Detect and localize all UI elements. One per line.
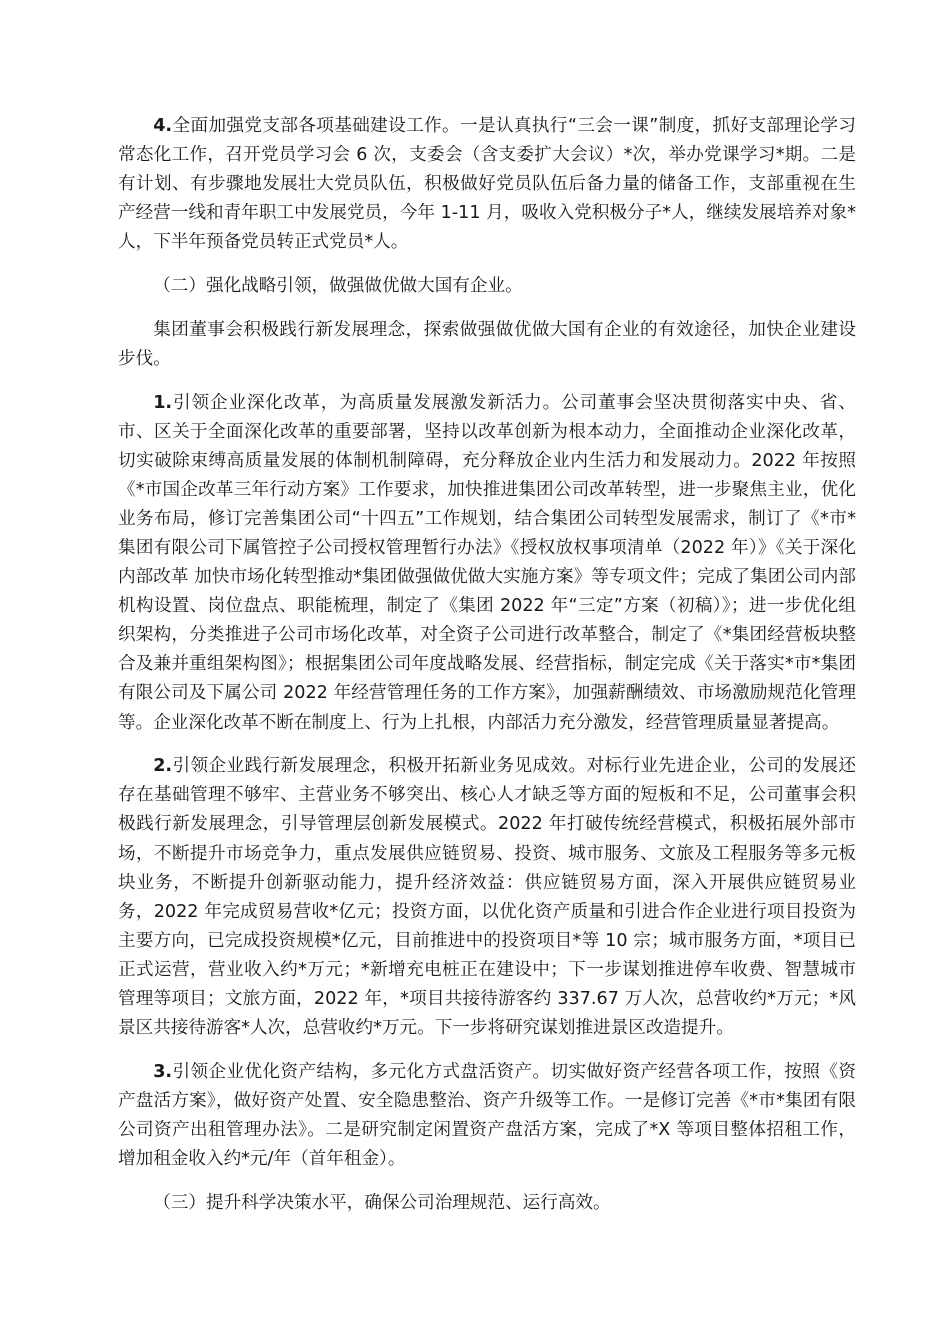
item-number: 2. [153, 756, 173, 777]
heading-text: （二）强化战略引领，做强做优做大国有企业。 [153, 276, 523, 297]
document-body [118, 112, 856, 1232]
section-heading-2 [118, 272, 856, 301]
paragraph-text: 集团董事会积极践行新发展理念，探索做强做优做大国有企业的有效途径，加快企业建设步伐。 [118, 319, 856, 369]
paragraph-item-3 [118, 1058, 856, 1174]
paragraph-intro [118, 316, 856, 374]
paragraph-item-1 [118, 389, 856, 738]
item-number: 3. [153, 1061, 173, 1082]
section-heading-3 [118, 1189, 856, 1218]
paragraph-text: 全面加强党支部各项基础建设工作。一是认真执行“三会一课”制度，抓好支部理论学习常态化工作，召开党员学习会 6 次，支委会（含支委扩大会议）*次，举办党课学习*期。二是有计划、有步骤地发展壮大党员队伍，积极做好党员队伍后备力量的储备工作，支部重视在生产经营一线和青年职工中发展党员，今年 1-11 月，吸收入党积极分子*人，继续发展培养对象*人，下半年预备党员转正式党员*人。 [118, 116, 856, 253]
paragraph-text: 引领企业深化改革，为高质量发展激发新活力。公司董事会坚决贯彻落实中央、省、市、区关于全面深化改革的重要部署，坚持以改革创新为根本动力，全面推动企业深化改革，切实破除束缚高质量发展的体制机制障碍，充分释放企业内生活力和发展动力。2022 年按照《*市国企改革三年行动方案》工作要求，加快推进集团公司改革转型，进一步聚焦主业，优化业务布局，修订完善集团公司“十四五”工作规划，结合集团公司转型发展需求，制订了《*市*集团有限公司下属管控子公司授权管理暂行办法》《授权放权事项清单（2022 年）》《关于深化内部改革 加快市场化转型推动*集团做强做优做大实施方案》等专项文件；完成了集团公司内部机构设置、岗位盘点、职能梳理，制定了《集团 2022 年“三定”方案（初稿）》；进一步优化组织架构，分类推进子公司市场化改革，对全资子公司进行改革整合，制定了《*集团经营板块整合及兼并重组架构图》；根据集团公司年度战略发展、经营指标，制定完成《关于落实*市*集团有限公司及下属公司 2022 年经营管理任务的工作方案》，加强薪酬绩效、市场激励规范化管理等。企业深化改革不断在制度上、行为上扎根，内部活力充分激发，经营管理质量显著提高。 [118, 392, 856, 733]
paragraph-text: 引领企业优化资产结构，多元化方式盘活资产。切实做好资产经营各项工作，按照《资产盘活方案》，做好资产处置、安全隐患整治、资产升级等工作。一是修订完善《*市*集团有限公司资产出租管理办法》。二是研究制定闲置资产盘活方案，完成了*X 等项目整体招租工作，增加租金收入约*元/年（首年租金）。 [118, 1061, 856, 1170]
item-number: 4. [153, 116, 173, 136]
heading-text: （三）提升科学决策水平，确保公司治理规范、运行高效。 [153, 1192, 611, 1213]
paragraph-item-4 [118, 112, 856, 257]
paragraph-item-2 [118, 752, 856, 1043]
item-number: 1. [153, 392, 173, 413]
paragraph-text: 引领企业践行新发展理念，积极开拓新业务见成效。对标行业先进企业，公司的发展还存在基础管理不够牢、主营业务不够突出、核心人才缺乏等方面的短板和不足，公司董事会积极践行新发展理念，引导管理层创新发展模式。2022 年打破传统经营模式，积极拓展外部市场，不断提升市场竞争力，重点发展供应链贸易、投资、城市服务、文旅及工程服务等多元板块业务，不断提升创新驱动能力，提升经济效益：供应链贸易方面，深入开展供应链贸易业务，2022 年完成贸易营收*亿元；投资方面，以优化资产质量和引进合作企业进行项目投资为主要方向，已完成投资规模*亿元，目前推进中的投资项目*等 10 宗；城市服务方面，*项目已正式运营，营业收入约*万元；*新增充电桩正在建设中；下一步谋划推进停车收费、智慧城市管理等项目；文旅方面，2022 年，*项目共接待游客约 337.67 万人次，总营收约*万元；*风景区共接待游客*人次，总营收约*万元。下一步将研究谋划推进景区改造提升。 [118, 756, 856, 1039]
